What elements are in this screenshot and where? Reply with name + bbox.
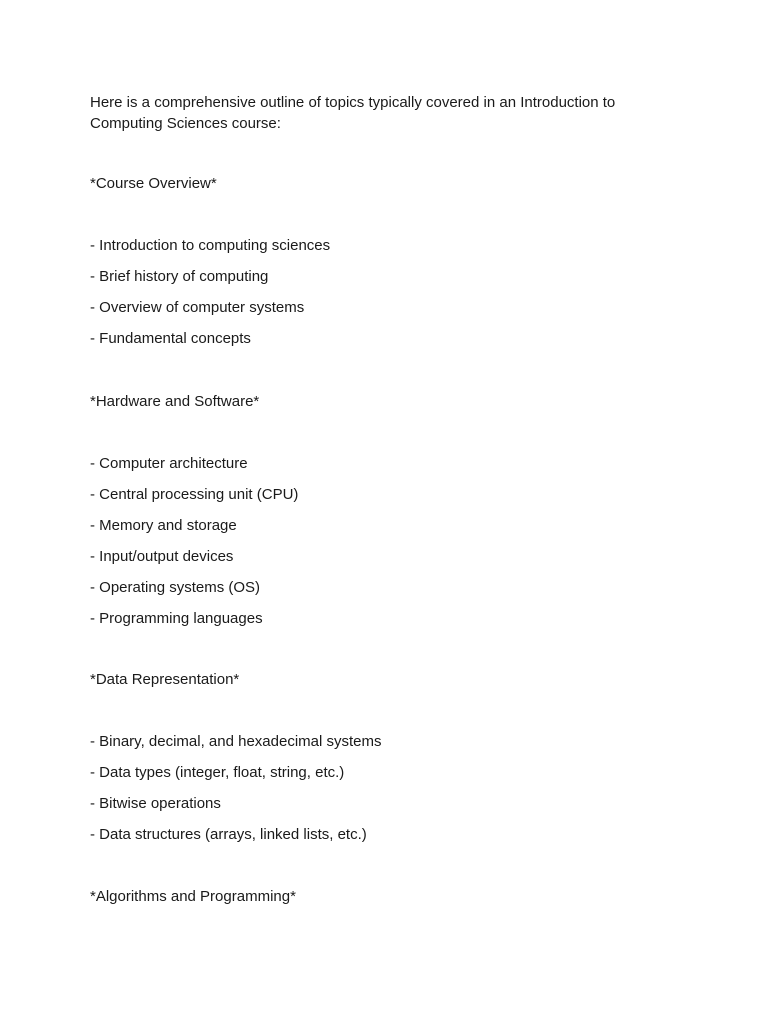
list-item: - Input/output devices <box>90 548 234 565</box>
list-item: - Computer architecture <box>90 455 248 472</box>
list-item: - Brief history of computing <box>90 268 269 285</box>
list-item: - Data types (integer, float, string, etc.) <box>90 764 345 781</box>
list-item: - Overview of computer systems <box>90 299 305 316</box>
list-item: - Programming languages <box>90 610 263 627</box>
list-item: - Central processing unit (CPU) <box>90 486 299 503</box>
list-item: - Fundamental concepts <box>90 330 251 347</box>
section-heading-hardware-and-software: *Hardware and Software* <box>90 393 260 410</box>
list-item: - Data structures (arrays, linked lists, etc.) <box>90 826 367 843</box>
list-item: - Memory and storage <box>90 517 237 534</box>
section-heading-algorithms-and-programming: *Algorithms and Programming* <box>90 888 296 905</box>
section-heading-data-representation: *Data Representation* <box>90 671 240 688</box>
intro-paragraph: Here is a comprehensive outline of topics typically covered in an Introduction to Computing Sciences course: <box>90 94 616 132</box>
section-heading-course-overview: *Course Overview* <box>90 175 217 192</box>
list-item: - Introduction to computing sciences <box>90 237 331 254</box>
list-item: - Operating systems (OS) <box>90 579 261 596</box>
list-item: - Binary, decimal, and hexadecimal systems <box>90 733 382 750</box>
list-item: - Bitwise operations <box>90 795 221 812</box>
